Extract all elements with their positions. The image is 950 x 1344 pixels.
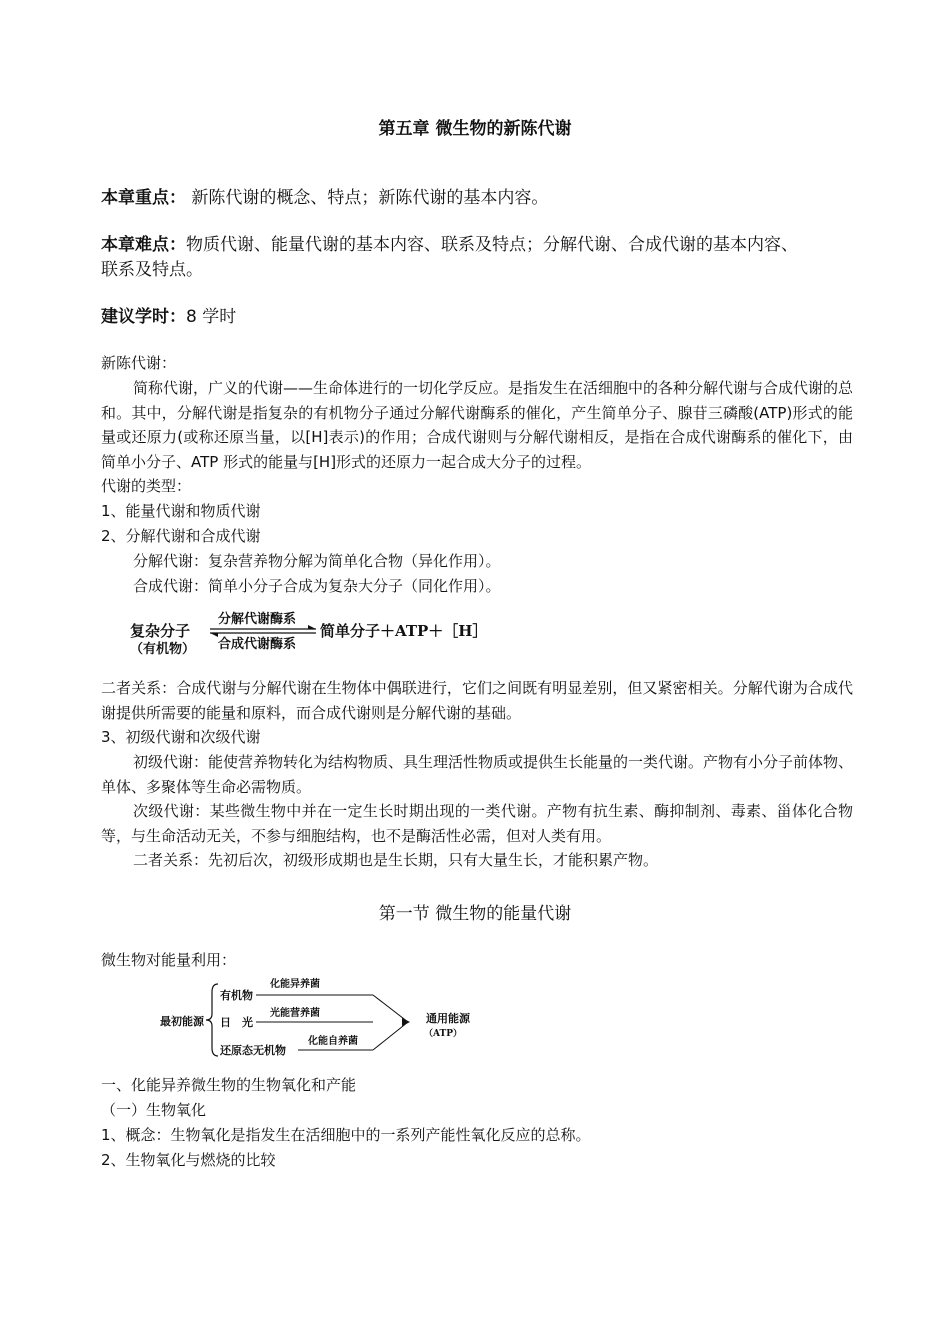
diagram-arrow-head — [402, 1018, 410, 1026]
relation-paragraph: 二者关系：合成代谢与分解代谢在生物体中偶联进行，它们之间既有明显差别，但又紧密相关。分解代谢为合成代谢提供所需要的能量和原料，而合成代谢则是分解代谢的基础。 — [101, 679, 853, 722]
relation2: 二者关系：先初后次，初级形成期也是生长期，只有大量生长，才能积累产物。 — [133, 851, 659, 869]
subsection-1: 一、化能异养微生物的生物氧化和产能 — [101, 1076, 357, 1094]
type-2: 2、分解代谢和合成代谢 — [101, 527, 261, 545]
compare: 2、生物氧化与燃烧的比较 — [101, 1151, 276, 1169]
difficulties-line2: 联系及特点。 — [101, 260, 203, 280]
equation-arrow-top-label: 分解代谢酶系 — [218, 612, 297, 627]
concept: 1、概念：生物氧化是指发生在活细胞中的一系列产能性氧化反应的总称。 — [101, 1126, 591, 1144]
difficulties-label: 本章难点： — [101, 235, 186, 255]
anabolism-def: 合成代谢：简单小分子合成为复杂大分子（同化作用）。 — [133, 577, 501, 595]
key-points-text: 新陈代谢的概念、特点；新陈代谢的基本内容。 — [191, 188, 549, 208]
key-points-label: 本章重点 — [101, 188, 169, 208]
diagram-branch1: 有机物 — [220, 989, 253, 1002]
key-points: 本章重点： 新陈代谢的概念、特点；新陈代谢的基本内容。 — [101, 188, 549, 208]
study-hours — [101, 302, 236, 332]
energy-use-heading: 微生物对能量利用： — [101, 951, 237, 969]
diagram-branch3-label: 化能自养菌 — [308, 1036, 358, 1047]
section-title: 第一节 微生物的能量代谢 — [378, 904, 572, 924]
difficulties-line1: 物质代谢、能量代谢的基本内容、联系及特点；分解代谢、合成代谢的基本内容、 — [186, 235, 798, 255]
diagram-branch2-label: 光能营养菌 — [270, 1008, 320, 1019]
metabolism-equation — [128, 606, 508, 660]
equation-left-bottom: （有机物） — [130, 642, 196, 657]
diagram-target-sub: （ATP） — [424, 1029, 462, 1039]
chapter-title: 第五章 微生物的新陈代谢 — [378, 119, 572, 139]
reverse-arrow-head — [210, 633, 218, 637]
metabolism-definition: 简称代谢，广义的代谢——生命体进行的一切化学反应。是指发生在活细胞中的各种分解代谢与合成代谢的总和。其中，分解代谢是指复杂的有机物分子通过分解代谢酶系的催化，产生简单分子、腺苷三磷酸(ATP)形式的能量或还原力(或称还原当量，以[H]表示)的作用；合成代谢则与分解代谢相反，是指在合成代谢酶系的催化下，由简单小分子、ATP 形式的能量与[H]形式的还原力一起合成大分子的过程。 — [101, 379, 854, 471]
type-3: 3、初级代谢和次级代谢 — [101, 728, 261, 746]
equation-right: 简单分子＋ATP＋［H］ — [320, 622, 488, 640]
diagram-source: 最初能源 — [160, 1015, 204, 1028]
sub-item: （一）生物氧化 — [101, 1101, 207, 1119]
secondary-metabolism: 次级代谢：某些微生物中并在一定生长时期出现的一类代谢。产物有抗生素、酶抑制剂、毒素、甾体化合物等，与生命活动无关，不参与细胞结构，也不是酶活性必需，但对人类有用。 — [101, 802, 853, 845]
diagram-branch3: 还原态无机物 — [220, 1044, 286, 1057]
diagram-brace — [206, 984, 218, 1056]
catabolism-def: 分解代谢：复杂营养物分解为简单化合物（异化作用）。 — [133, 552, 501, 570]
hours-label: 建议学时： — [101, 307, 186, 327]
equation-left-top: 复杂分子 — [130, 622, 191, 640]
energy-diagram — [158, 976, 488, 1062]
primary-metabolism: 初级代谢：能使营养物转化为结构物质、具生理活性物质或提供生长能量的一类代谢。产物有小分子前体物、单体、多聚体等生命必需物质。 — [101, 753, 854, 796]
diagram-branch1-label: 化能异养菌 — [270, 979, 320, 990]
type-1: 1、能量代谢和物质代谢 — [101, 502, 261, 520]
metabolism-heading: 新陈代谢： — [101, 354, 177, 372]
difficulties — [101, 230, 798, 260]
hours-text: 8 学时 — [186, 307, 237, 327]
forward-arrow-head — [308, 625, 316, 629]
diagram-branch2: 日 光 — [220, 1016, 253, 1029]
equation-arrow-bottom-label: 合成代谢酶系 — [218, 637, 297, 652]
types-heading: 代谢的类型： — [101, 477, 192, 495]
diagram-target: 通用能源 — [426, 1012, 470, 1025]
